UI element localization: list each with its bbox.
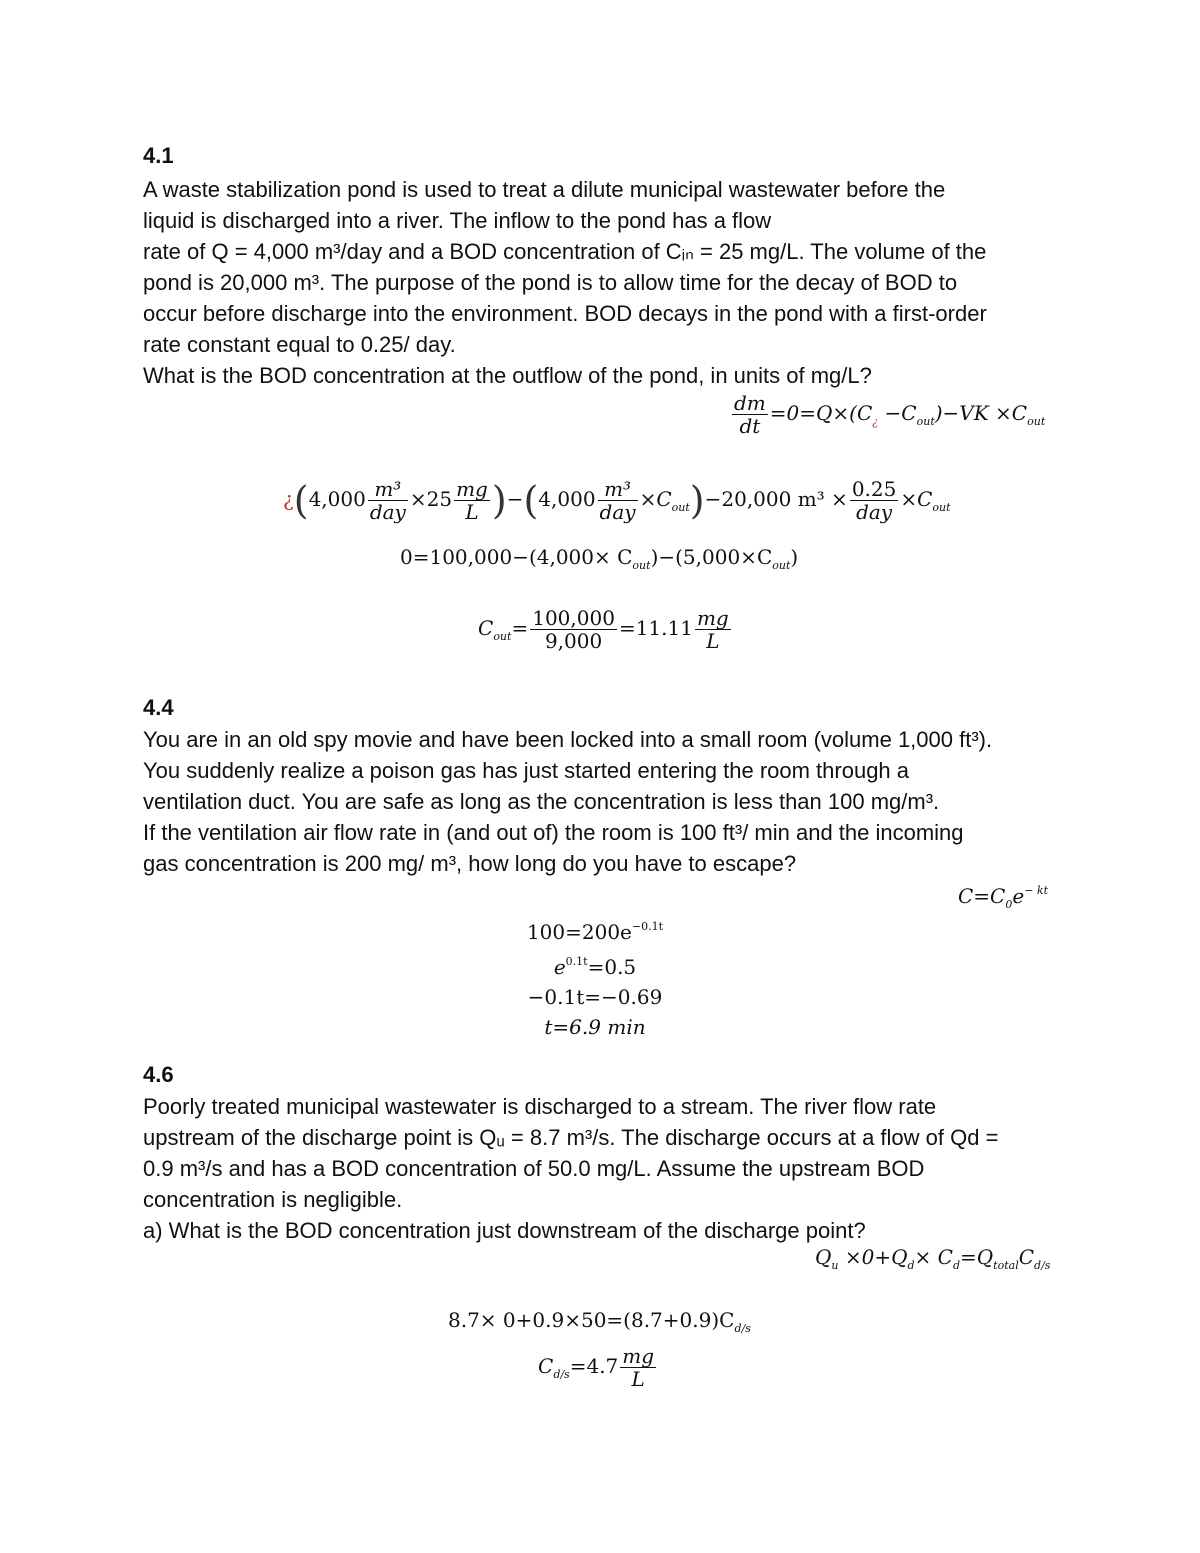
eq-text: L [706,629,720,653]
eq-text: 8.7× 0+0.9×50=(8.7+0.9)C [448,1308,735,1332]
eq-line: −0.1t=−0.69 [527,985,663,1009]
eq-text: out [772,559,791,572]
problem-text-4-4 [143,724,1073,879]
text-line: A waste stabilization pond is used to treat a dilute municipal wastewater before the [143,177,946,202]
eq-text: ×0+Q [838,1245,908,1269]
eq-text: 100,000 [532,606,615,630]
eq-text: −0.1t [631,920,664,933]
eq-text: )−VK ×C [934,401,1028,425]
eq-text: L [631,1367,645,1391]
eq-text: total [993,1259,1019,1272]
eq-text: =0=Q×(C [769,401,873,425]
eq-text: 9,000 [544,629,603,653]
text-line: gas concentration is 200 mg/ m³, how long do you have to escape? [143,851,797,876]
eq-text: −C [878,401,917,425]
text-line: rate constant equal to 0.25/ day. [143,332,456,357]
eq-text: out [1027,415,1046,428]
eq-text: e [1012,884,1025,908]
text-line: If the ventilation air flow rate in (and out of) the room is 100 ft³/ min and the incoming [143,820,964,845]
problem-heading-4-1: 4.1 [143,143,174,168]
eq-text: C [1018,1245,1035,1269]
mass-balance-equation [730,392,1045,437]
problem-text-4-1 [143,174,1073,391]
text-line: upstream of the discharge point is Qᵤ = 8.7 m³/s. The discharge occurs at a flow of Qd = [143,1125,999,1150]
text-line: ventilation duct. You are safe as long as the concentration is less than 100 mg/m³. [143,789,940,814]
eq-text: 4,000 [308,487,366,511]
eq-text: m³ [598,478,638,501]
eq-text: day [599,500,636,524]
eq-text: =0.5 [587,955,637,979]
eq-text: ¿ [872,415,879,428]
text-line: You are in an old spy movie and have been locked into a small room (volume 1,000 ft³). [143,727,993,752]
eq-text: 0.25 [851,477,897,501]
eq-text: d/s [553,1368,570,1381]
eq-text: − kt [1024,884,1049,897]
text-line: occur before discharge into the environment. BOD decays in the pond with a first-order [143,301,987,326]
eq-text: =4.7 [569,1354,619,1378]
eq-text: 4,000 [538,487,596,511]
eq-text: )−(5,000×C [650,545,773,569]
eq-text: ×25 [409,487,453,511]
eq-text: out [493,630,512,643]
eq-text: day [369,500,406,524]
eq-line [520,947,670,982]
text-line: What is the BOD concentration at the outflow of the pond, in units of mg/L? [143,363,872,388]
eq-text: 100=200e [526,920,632,944]
eq-text: e [553,955,566,979]
eq-text: 0=100,000−(4,000× C [400,545,633,569]
substituted-equation: ¿(4,000 $\frac{\text{m³}}{\text{day}}$ ×25 $\frac{mg}{L}$ )−(4,000 $\frac{\text{m³}}{\text{day}}$ $\times C_{out})-20,000$ m³ × $\frac{0.25}{\text{day}}$ $\times C_{out}$ [283,477,951,524]
eq-text: dm [734,391,766,415]
eq-line: t=6.9 min [544,1015,646,1039]
eq-text: dt [739,414,761,438]
text-line: liquid is discharged into a river. The inflow to the pond has a flow [143,208,772,233]
eq-text: d/s [1034,1259,1051,1272]
result-equation [478,607,733,652]
problem-heading-4-6: 4.6 [143,1062,174,1087]
text-line: rate of Q = 4,000 m³/day and a BOD concentration of Cᵢₙ = 25 mg/L. The volume of the [143,239,987,264]
eq-text: × C [914,1245,953,1269]
eq-text: day [856,500,893,524]
mixing-equation [815,1245,1050,1272]
eq-text: − [506,487,524,511]
eq-text: d [907,1259,915,1272]
eq-text: 0 [1005,898,1013,911]
eq-text: mg [456,477,488,501]
eq-text: ¿ [283,487,294,511]
eq-text: out [932,501,951,514]
eq-text: = [511,616,529,640]
eq-text: mg [696,606,729,630]
mixing-substituted [448,1308,751,1335]
eq-text: m³ [368,478,408,501]
eq-text: Q [815,1245,832,1269]
mixing-result [538,1345,658,1390]
eq-text: C [478,616,494,640]
text-line: pond is 20,000 m³. The purpose of the pond is to allow time for the decay of BOD to [143,270,958,295]
eq-text: =Q [960,1245,994,1269]
solution-steps-4-4 [520,912,670,1042]
eq-text: mg [622,1344,655,1368]
eq-text: out [916,415,935,428]
problem-heading-4-4: 4.4 [143,695,174,720]
eq-text: −20,000 m³ × [704,487,848,511]
text-line: 0.9 m³/s and has a BOD concentration of 50.0 mg/L. Assume the upstream BOD [143,1156,925,1181]
simplified-equation [400,545,798,572]
eq-text: out [671,501,690,514]
eq-text: C [538,1354,554,1378]
eq-text: ×C [639,487,672,511]
eq-text: d [952,1259,961,1272]
text-line: You suddenly realize a poison gas has just started entering the room through a [143,758,910,783]
eq-line [520,912,670,947]
eq-text: u [831,1259,839,1272]
eq-text: out [632,559,651,572]
eq-text: ) [790,545,799,569]
problem-text-4-6 [143,1091,1073,1246]
eq-text: ×C [900,487,933,511]
eq-text: C=C [958,884,1006,908]
eq-text: d/s [734,1322,751,1335]
text-line: Poorly treated municipal wastewater is discharged to a stream. The river flow rate [143,1094,937,1119]
eq-text: 0.1t [565,955,588,968]
text-line: concentration is negligible. [143,1187,403,1212]
eq-text: =11.11 [618,616,693,640]
text-line: a) What is the BOD concentration just downstream of the discharge point? [143,1218,866,1243]
decay-equation [958,884,1048,911]
eq-text: L [465,500,479,524]
